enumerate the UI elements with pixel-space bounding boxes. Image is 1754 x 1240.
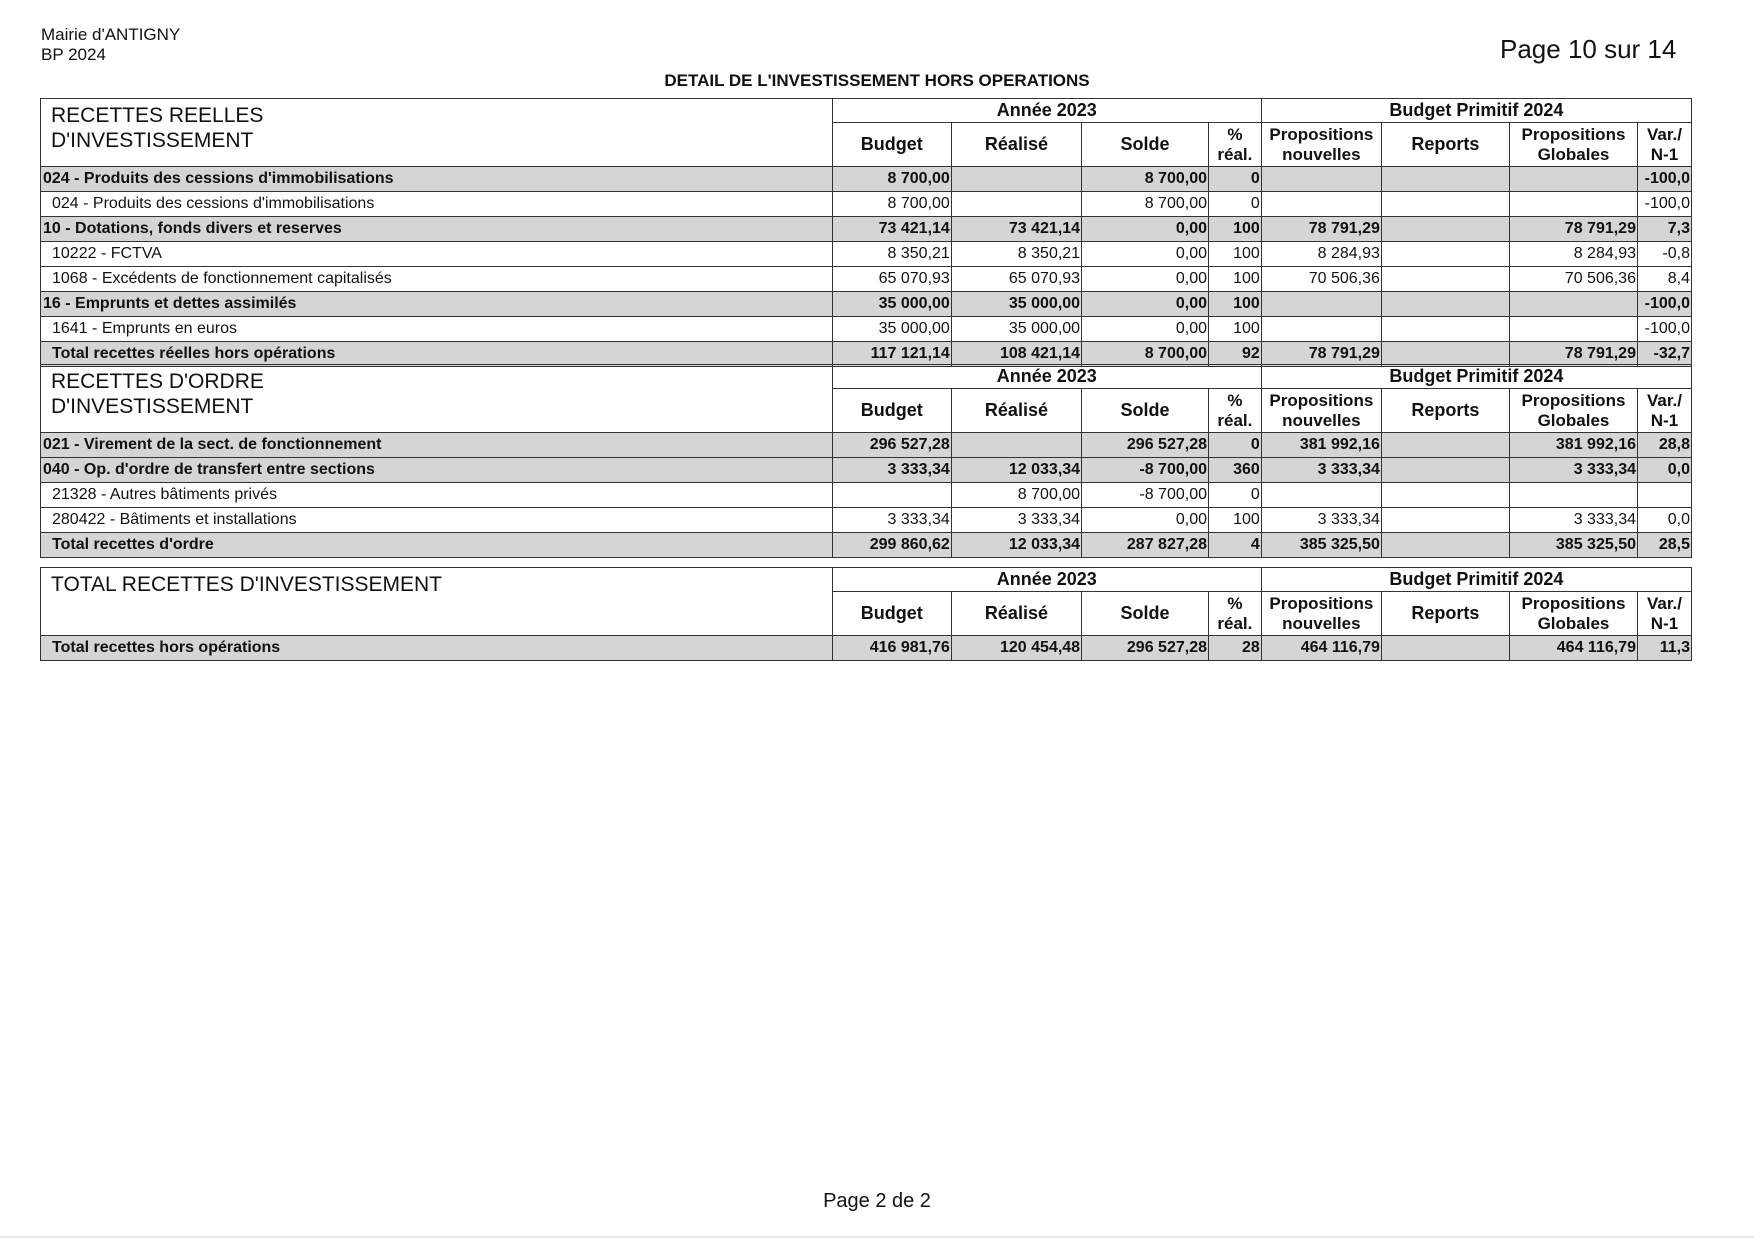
group-header-row	[41, 99, 1692, 123]
cell-realise: 3 333,34	[951, 508, 1081, 533]
cell-pct: 0	[1208, 483, 1261, 508]
cell-solde: 296 527,28	[1082, 636, 1209, 661]
cell-realise	[951, 433, 1081, 458]
cell-realise	[951, 192, 1081, 217]
col-var-line1: Var./	[1647, 124, 1682, 144]
cell-realise: 120 454,48	[951, 636, 1081, 661]
cell-solde: 8 700,00	[1082, 192, 1209, 217]
cell-realise: 35 000,00	[951, 317, 1081, 342]
cell-var: 28,8	[1637, 433, 1691, 458]
cell-solde: -8 700,00	[1082, 458, 1209, 483]
col-reports: Reports	[1381, 389, 1509, 433]
cell-pct: 92	[1208, 342, 1261, 367]
cell-solde: 0,00	[1082, 242, 1209, 267]
budget-table	[40, 567, 1692, 661]
table-row	[41, 292, 1692, 317]
cell-realise: 35 000,00	[951, 292, 1081, 317]
cell-solde: 0,00	[1082, 508, 1209, 533]
table-row	[41, 192, 1692, 217]
cell-budget: 35 000,00	[832, 292, 951, 317]
year-group-header: Année 2023	[832, 568, 1261, 592]
col-budget: Budget	[832, 592, 951, 636]
cell-prop_glob: 385 325,50	[1509, 533, 1637, 558]
col-reports: Reports	[1381, 123, 1509, 167]
cell-reports	[1381, 508, 1509, 533]
cell-budget: 3 333,34	[832, 508, 951, 533]
col-solde: Solde	[1082, 592, 1209, 636]
col-pct-line2: réal.	[1217, 144, 1253, 164]
table-row	[41, 508, 1692, 533]
cell-var: -0,8	[1637, 242, 1691, 267]
cell-budget: 8 700,00	[832, 192, 951, 217]
cell-pct: 28	[1208, 636, 1261, 661]
table-title-line2: D'INVESTISSEMENT	[51, 129, 254, 152]
cell-solde: 0,00	[1082, 267, 1209, 292]
col-solde: Solde	[1082, 123, 1209, 167]
document-header	[41, 25, 180, 65]
cell-prop_new: 464 116,79	[1261, 636, 1381, 661]
cell-prop_glob: 70 506,36	[1509, 267, 1637, 292]
cell-prop_glob	[1509, 483, 1637, 508]
table-title	[41, 365, 833, 433]
cell-solde: -8 700,00	[1082, 483, 1209, 508]
col-var-line1: Var./	[1647, 390, 1682, 410]
cell-solde: 296 527,28	[1082, 433, 1209, 458]
group-header-row	[41, 365, 1692, 389]
group-header-row	[41, 568, 1692, 592]
cell-prop_new: 385 325,50	[1261, 533, 1381, 558]
row-label: 040 - Op. d'ordre de transfert entre sections	[41, 458, 833, 483]
col-realise: Réalisé	[951, 123, 1081, 167]
cell-budget: 117 121,14	[832, 342, 951, 367]
row-label: 1068 - Excédents de fonctionnement capitalisés	[41, 267, 833, 292]
total-row	[41, 533, 1692, 558]
col-prop-new-line2: nouvelles	[1282, 410, 1361, 430]
col-pct-line2: réal.	[1217, 410, 1253, 430]
cell-prop_glob: 464 116,79	[1509, 636, 1637, 661]
cell-prop_glob	[1509, 292, 1637, 317]
bp-group-header: Budget Primitif 2024	[1261, 365, 1691, 389]
cell-var: 7,3	[1637, 217, 1691, 242]
cell-prop_new: 70 506,36	[1261, 267, 1381, 292]
cell-realise: 12 033,34	[951, 458, 1081, 483]
cell-solde: 287 827,28	[1082, 533, 1209, 558]
col-var-line2: N-1	[1650, 613, 1679, 633]
cell-budget: 299 860,62	[832, 533, 951, 558]
cell-reports	[1381, 483, 1509, 508]
cell-budget: 35 000,00	[832, 317, 951, 342]
cell-solde: 0,00	[1082, 292, 1209, 317]
cell-budget: 3 333,34	[832, 458, 951, 483]
table-row	[41, 458, 1692, 483]
col-prop-glob-line1: Propositions	[1521, 593, 1626, 613]
col-pct-line1: %	[1227, 390, 1243, 410]
total-row	[41, 636, 1692, 661]
cell-prop_new	[1261, 292, 1381, 317]
cell-solde: 8 700,00	[1082, 342, 1209, 367]
cell-realise: 12 033,34	[951, 533, 1081, 558]
col-prop-glob	[1509, 592, 1637, 636]
table-row	[41, 483, 1692, 508]
cell-prop_glob: 8 284,93	[1509, 242, 1637, 267]
cell-reports	[1381, 533, 1509, 558]
table-title-line1: RECETTES REELLES	[51, 104, 264, 127]
cell-var: 0,0	[1637, 508, 1691, 533]
cell-pct: 100	[1208, 217, 1261, 242]
cell-var	[1637, 483, 1691, 508]
table-title	[41, 99, 833, 167]
cell-pct: 100	[1208, 508, 1261, 533]
bp-group-header: Budget Primitif 2024	[1261, 99, 1691, 123]
cell-reports	[1381, 217, 1509, 242]
cell-realise: 8 350,21	[951, 242, 1081, 267]
col-prop-new-line1: Propositions	[1269, 390, 1374, 410]
cell-budget	[832, 483, 951, 508]
col-pct	[1208, 389, 1261, 433]
row-label: 10222 - FCTVA	[41, 242, 833, 267]
row-label: 021 - Virement de la sect. de fonctionnement	[41, 433, 833, 458]
cell-var: 8,4	[1637, 267, 1691, 292]
cell-realise: 65 070,93	[951, 267, 1081, 292]
cell-var: -100,0	[1637, 292, 1691, 317]
col-reports: Reports	[1381, 592, 1509, 636]
cell-realise: 8 700,00	[951, 483, 1081, 508]
col-prop-new-line2: nouvelles	[1282, 613, 1361, 633]
cell-var: -100,0	[1637, 167, 1691, 192]
row-label: 024 - Produits des cessions d'immobilisations	[41, 192, 833, 217]
table-title-line2: D'INVESTISSEMENT	[51, 395, 254, 418]
col-prop-glob-line1: Propositions	[1521, 390, 1626, 410]
table-title-line1: TOTAL RECETTES D'INVESTISSEMENT	[51, 573, 443, 596]
col-prop-glob-line2: Globales	[1537, 144, 1610, 164]
cell-pct: 100	[1208, 242, 1261, 267]
cell-prop_glob: 78 791,29	[1509, 342, 1637, 367]
table-row	[41, 217, 1692, 242]
budget-label: BP 2024	[41, 45, 106, 64]
cell-reports	[1381, 458, 1509, 483]
page-title: DETAIL DE L'INVESTISSEMENT HORS OPERATIONS	[664, 71, 1090, 90]
cell-budget: 73 421,14	[832, 217, 951, 242]
col-prop-new-line1: Propositions	[1269, 124, 1374, 144]
table-row	[41, 317, 1692, 342]
cell-prop_glob	[1509, 167, 1637, 192]
col-pct-line2: réal.	[1217, 613, 1253, 633]
cell-var: -32,7	[1637, 342, 1691, 367]
table-row	[41, 433, 1692, 458]
cell-pct: 360	[1208, 458, 1261, 483]
col-pct	[1208, 123, 1261, 167]
col-prop-new	[1261, 592, 1381, 636]
cell-prop_new: 3 333,34	[1261, 458, 1381, 483]
bp-group-header: Budget Primitif 2024	[1261, 568, 1691, 592]
cell-budget: 296 527,28	[832, 433, 951, 458]
cell-pct: 0	[1208, 192, 1261, 217]
cell-pct: 100	[1208, 292, 1261, 317]
col-prop-new-line2: nouvelles	[1282, 144, 1361, 164]
table-title-line1: RECETTES D'ORDRE	[51, 370, 264, 393]
cell-reports	[1381, 342, 1509, 367]
col-prop-new	[1261, 389, 1381, 433]
table-title	[41, 568, 833, 636]
cell-prop_glob	[1509, 317, 1637, 342]
cell-prop_glob: 381 992,16	[1509, 433, 1637, 458]
cell-prop_glob	[1509, 192, 1637, 217]
col-prop-glob-line2: Globales	[1537, 410, 1610, 430]
row-label: 1641 - Emprunts en euros	[41, 317, 833, 342]
cell-prop_new: 381 992,16	[1261, 433, 1381, 458]
row-label: Total recettes d'ordre	[41, 533, 833, 558]
row-label: Total recettes réelles hors opérations	[41, 342, 833, 367]
scan-edge	[0, 1236, 1754, 1238]
cell-budget: 8 700,00	[832, 167, 951, 192]
row-label: 16 - Emprunts et dettes assimilés	[41, 292, 833, 317]
cell-budget: 8 350,21	[832, 242, 951, 267]
cell-solde: 0,00	[1082, 317, 1209, 342]
row-label: 280422 - Bâtiments et installations	[41, 508, 833, 533]
col-pct-line1: %	[1227, 593, 1243, 613]
row-label: 21328 - Autres bâtiments privés	[41, 483, 833, 508]
col-realise: Réalisé	[951, 592, 1081, 636]
cell-prop_new	[1261, 192, 1381, 217]
col-prop-glob-line1: Propositions	[1521, 124, 1626, 144]
cell-prop_new	[1261, 483, 1381, 508]
cell-pct: 0	[1208, 167, 1261, 192]
table-row	[41, 242, 1692, 267]
cell-realise: 108 421,14	[951, 342, 1081, 367]
cell-var: -100,0	[1637, 317, 1691, 342]
col-budget: Budget	[832, 389, 951, 433]
cell-prop_new	[1261, 167, 1381, 192]
cell-var: 11,3	[1637, 636, 1691, 661]
cell-reports	[1381, 242, 1509, 267]
row-label: 10 - Dotations, fonds divers et reserves	[41, 217, 833, 242]
cell-reports	[1381, 267, 1509, 292]
cell-pct: 0	[1208, 433, 1261, 458]
row-label: 024 - Produits des cessions d'immobilisations	[41, 167, 833, 192]
budget-table	[40, 98, 1692, 367]
cell-realise: 73 421,14	[951, 217, 1081, 242]
org-name: Mairie d'ANTIGNY	[41, 25, 181, 44]
cell-reports	[1381, 433, 1509, 458]
cell-prop_glob: 3 333,34	[1509, 458, 1637, 483]
cell-reports	[1381, 167, 1509, 192]
col-var	[1637, 389, 1691, 433]
col-prop-glob-line2: Globales	[1537, 613, 1610, 633]
cell-realise	[951, 167, 1081, 192]
cell-prop_new: 8 284,93	[1261, 242, 1381, 267]
cell-budget: 65 070,93	[832, 267, 951, 292]
page-indicator: Page 10 sur 14	[1500, 34, 1677, 64]
cell-var: -100,0	[1637, 192, 1691, 217]
year-group-header: Année 2023	[832, 99, 1261, 123]
cell-pct: 100	[1208, 317, 1261, 342]
cell-solde: 8 700,00	[1082, 167, 1209, 192]
cell-budget: 416 981,76	[832, 636, 951, 661]
cell-prop_glob: 78 791,29	[1509, 217, 1637, 242]
col-budget: Budget	[832, 123, 951, 167]
cell-prop_glob: 3 333,34	[1509, 508, 1637, 533]
cell-var: 0,0	[1637, 458, 1691, 483]
table-row	[41, 167, 1692, 192]
col-var-line2: N-1	[1650, 144, 1679, 164]
cell-reports	[1381, 192, 1509, 217]
cell-solde: 0,00	[1082, 217, 1209, 242]
col-solde: Solde	[1082, 389, 1209, 433]
cell-prop_new: 78 791,29	[1261, 217, 1381, 242]
col-var-line1: Var./	[1647, 593, 1682, 613]
year-group-header: Année 2023	[832, 365, 1261, 389]
col-pct	[1208, 592, 1261, 636]
col-prop-glob	[1509, 389, 1637, 433]
col-pct-line1: %	[1227, 124, 1243, 144]
col-prop-glob	[1509, 123, 1637, 167]
cell-reports	[1381, 636, 1509, 661]
cell-prop_new	[1261, 317, 1381, 342]
cell-reports	[1381, 292, 1509, 317]
cell-pct: 4	[1208, 533, 1261, 558]
cell-var: 28,5	[1637, 533, 1691, 558]
table-row	[41, 267, 1692, 292]
cell-pct: 100	[1208, 267, 1261, 292]
budget-table	[40, 364, 1692, 558]
col-prop-new	[1261, 123, 1381, 167]
cell-reports	[1381, 317, 1509, 342]
col-var	[1637, 123, 1691, 167]
footer-page: Page 2 de 2	[823, 1190, 931, 1212]
col-realise: Réalisé	[951, 389, 1081, 433]
row-label: Total recettes hors opérations	[41, 636, 833, 661]
cell-prop_new: 78 791,29	[1261, 342, 1381, 367]
col-var	[1637, 592, 1691, 636]
col-var-line2: N-1	[1650, 410, 1679, 430]
total-row	[41, 342, 1692, 367]
col-prop-new-line1: Propositions	[1269, 593, 1374, 613]
cell-prop_new: 3 333,34	[1261, 508, 1381, 533]
